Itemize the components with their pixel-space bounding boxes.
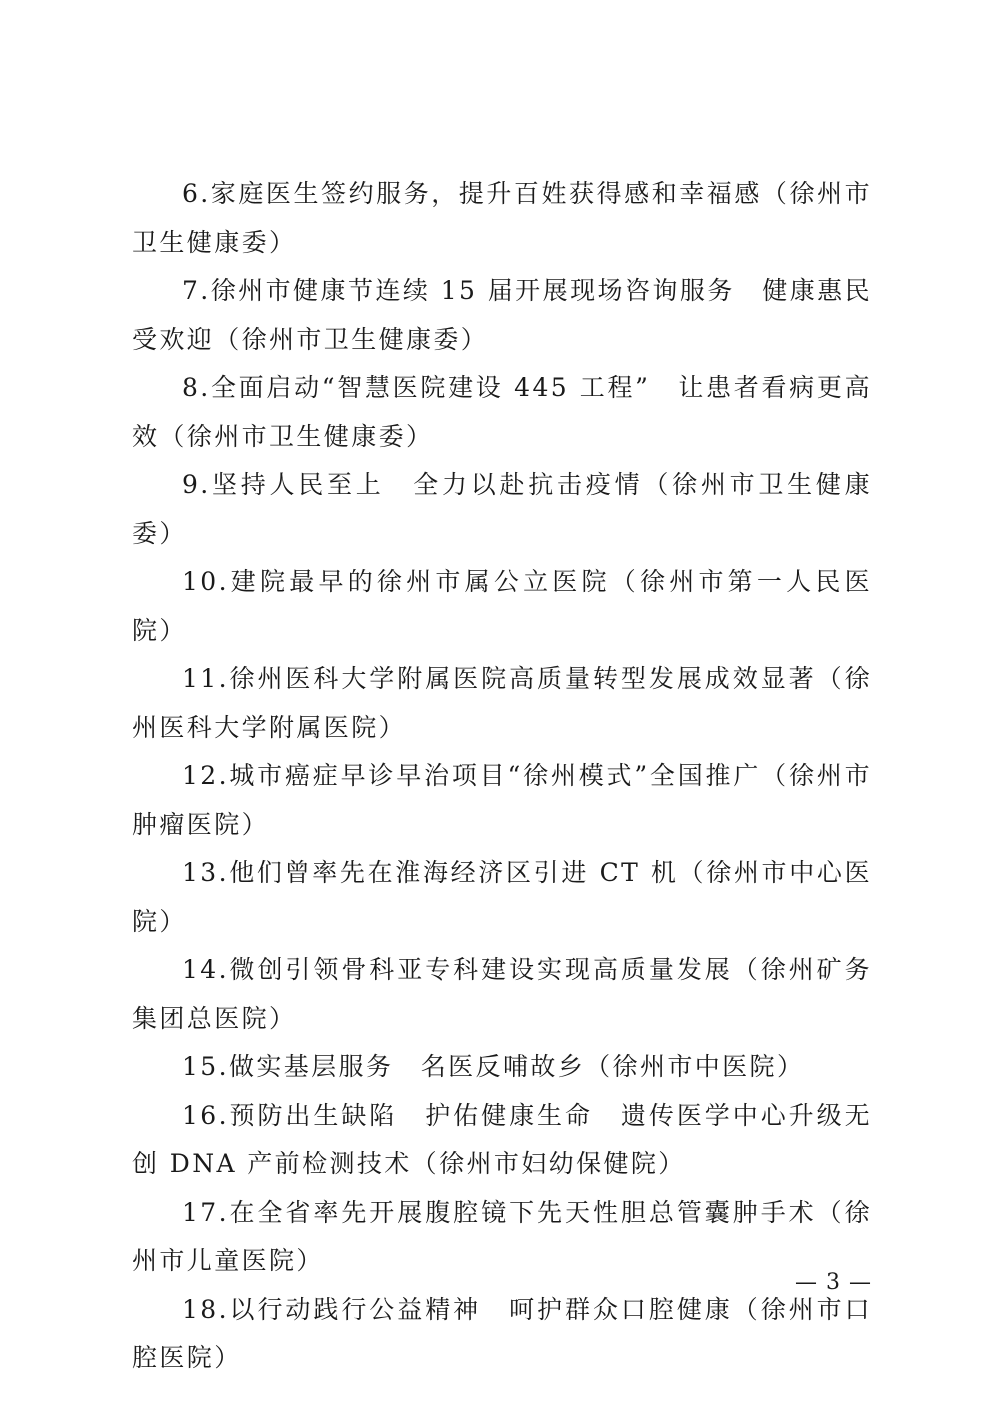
list-item-9: 9.坚持人民至上 全力以赴抗击疫情（徐州市卫生健康委） — [132, 470, 872, 548]
list-item-6: 6.家庭医生签约服务，提升百姓获得感和幸福感（徐州市卫生健康委） — [132, 179, 872, 257]
list-item-13: 13.他们曾率先在淮海经济区引进 CT 机（徐州市中心医院） — [132, 858, 872, 936]
list-item-11: 11.徐州医科大学附属医院高质量转型发展成效显著（徐州医科大学附属医院） — [132, 664, 872, 742]
list-item-15: 15.做实基层服务 名医反哺故乡（徐州市中医院） — [182, 1052, 805, 1081]
list-item-10: 10.建院最早的徐州市属公立医院（徐州市第一人民医院） — [132, 567, 872, 645]
page-number: — 3 — — [795, 1270, 872, 1295]
list-item-18: 18.以行动践行公益精神 呵护群众口腔健康（徐州市口腔医院） — [132, 1294, 872, 1372]
list-item-16: 16.预防出生缺陷 护佑健康生命 遗传医学中心升级无创 DNA 产前检测技术（徐州市妇幼保健院） — [132, 1100, 872, 1178]
item-list — [132, 170, 872, 1383]
list-item-14: 14.微创引领骨科亚专科建设实现高质量发展（徐州矿务集团总医院） — [132, 955, 872, 1033]
list-item-12: 12.城市癌症早诊早治项目“徐州模式”全国推广（徐州市肿瘤医院） — [132, 761, 872, 839]
list-item-17: 17.在全省率先开展腹腔镜下先天性胆总管囊肿手术（徐州市儿童医院） — [132, 1197, 872, 1275]
list-item-7: 7.徐州市健康节连续 15 届开展现场咨询服务 健康惠民受欢迎（徐州市卫生健康委） — [132, 276, 872, 354]
list-item-8: 8.全面启动“智慧医院建设 445 工程” 让患者看病更高效（徐州市卫生健康委） — [132, 373, 872, 451]
